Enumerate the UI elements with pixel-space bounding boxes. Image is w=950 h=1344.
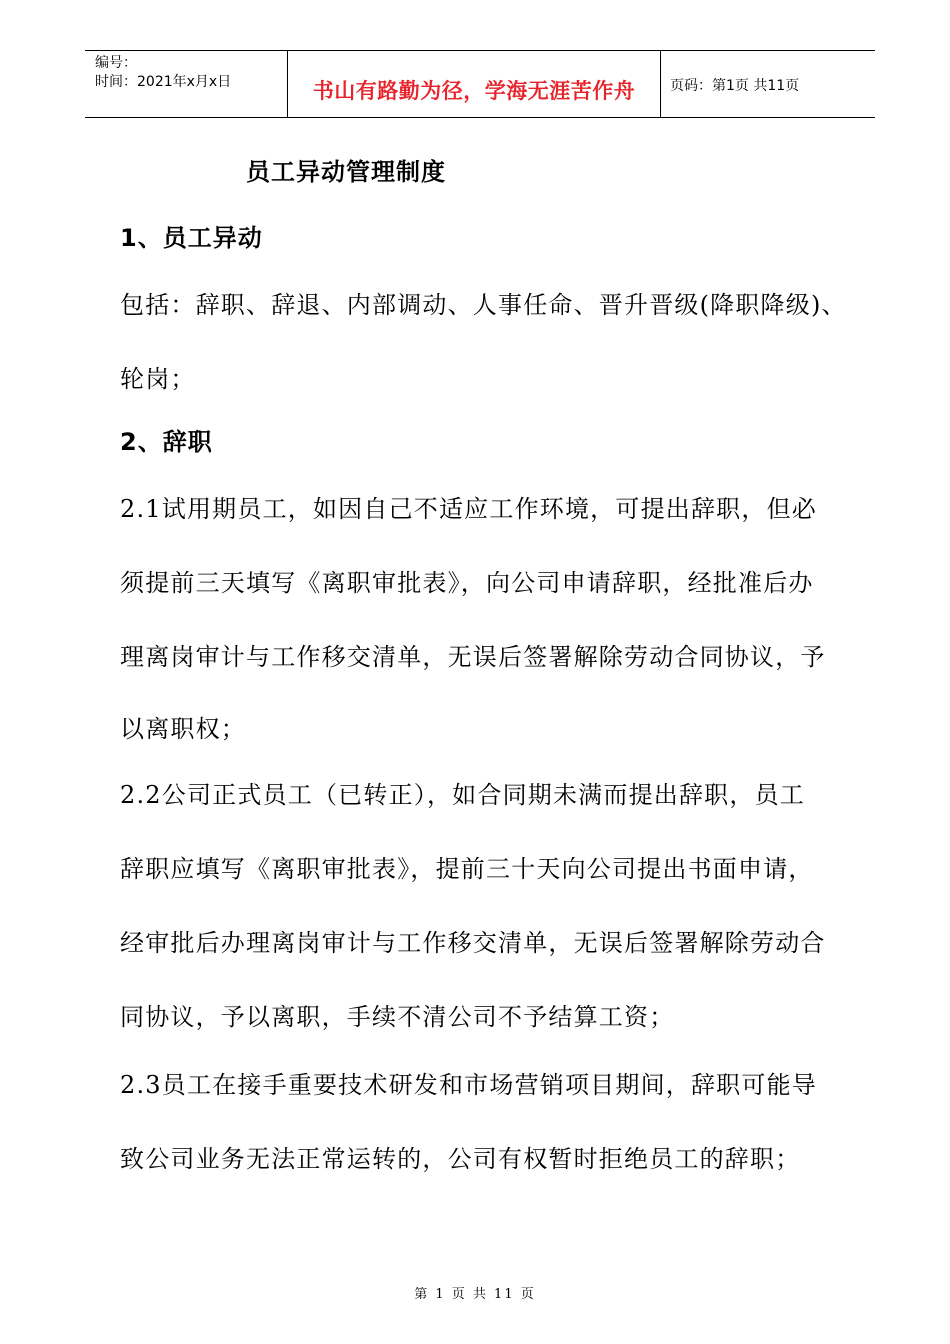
- header-page-cell: [660, 51, 875, 117]
- paragraph-line: 2.2公司正式员工（已转正），如合同期未满而提出辞职，员工: [120, 781, 805, 809]
- document-title: 员工异动管理制度: [246, 158, 446, 186]
- paragraph-line: 2.1试用期员工，如因自己不适应工作环境，可提出辞职，但必: [120, 495, 817, 523]
- document-time-label: 时间：2021年x月x日: [95, 74, 232, 90]
- paragraph-line: 包括：辞职、辞退、内部调动、人事任命、晋升晋级(降职降级)、: [120, 291, 847, 319]
- header-meta-cell: [85, 51, 287, 117]
- paragraph-line: 轮岗；: [120, 365, 196, 393]
- section-heading-1: 1、员工异动: [120, 224, 263, 252]
- paragraph-line: 辞职应填写《离职审批表》，提前三十天向公司提出书面申请，: [120, 855, 814, 883]
- document-number-label: 编号：: [95, 55, 137, 71]
- header-page-info: 页码：第1页 共11页: [670, 78, 800, 94]
- section-heading-2: 2、辞职: [120, 428, 213, 456]
- paragraph-line: 以离职权；: [120, 715, 246, 743]
- paragraph-line: 经审批后办理离岗审计与工作移交清单，无误后签署解除劳动合: [120, 929, 826, 957]
- header-motto-cell: [287, 51, 661, 117]
- page-footer: 第 1 页 共 11 页: [414, 1287, 536, 1302]
- paragraph-line: 同协议，予以离职，手续不清公司不予结算工资；: [120, 1003, 675, 1031]
- header-motto: 书山有路勤为径，学海无涯苦作舟: [312, 79, 636, 103]
- paragraph-line: 须提前三天填写《离职审批表》，向公司申请辞职，经批准后办: [120, 569, 814, 597]
- paragraph-line: 理离岗审计与工作移交清单，无误后签署解除劳动合同协议，予: [120, 643, 826, 671]
- paragraph-line: 2.3员工在接手重要技术研发和市场营销项目期间，辞职可能导: [120, 1071, 817, 1099]
- paragraph-line: 致公司业务无法正常运转的，公司有权暂时拒绝员工的辞职；: [120, 1145, 801, 1173]
- page-header: [85, 50, 875, 118]
